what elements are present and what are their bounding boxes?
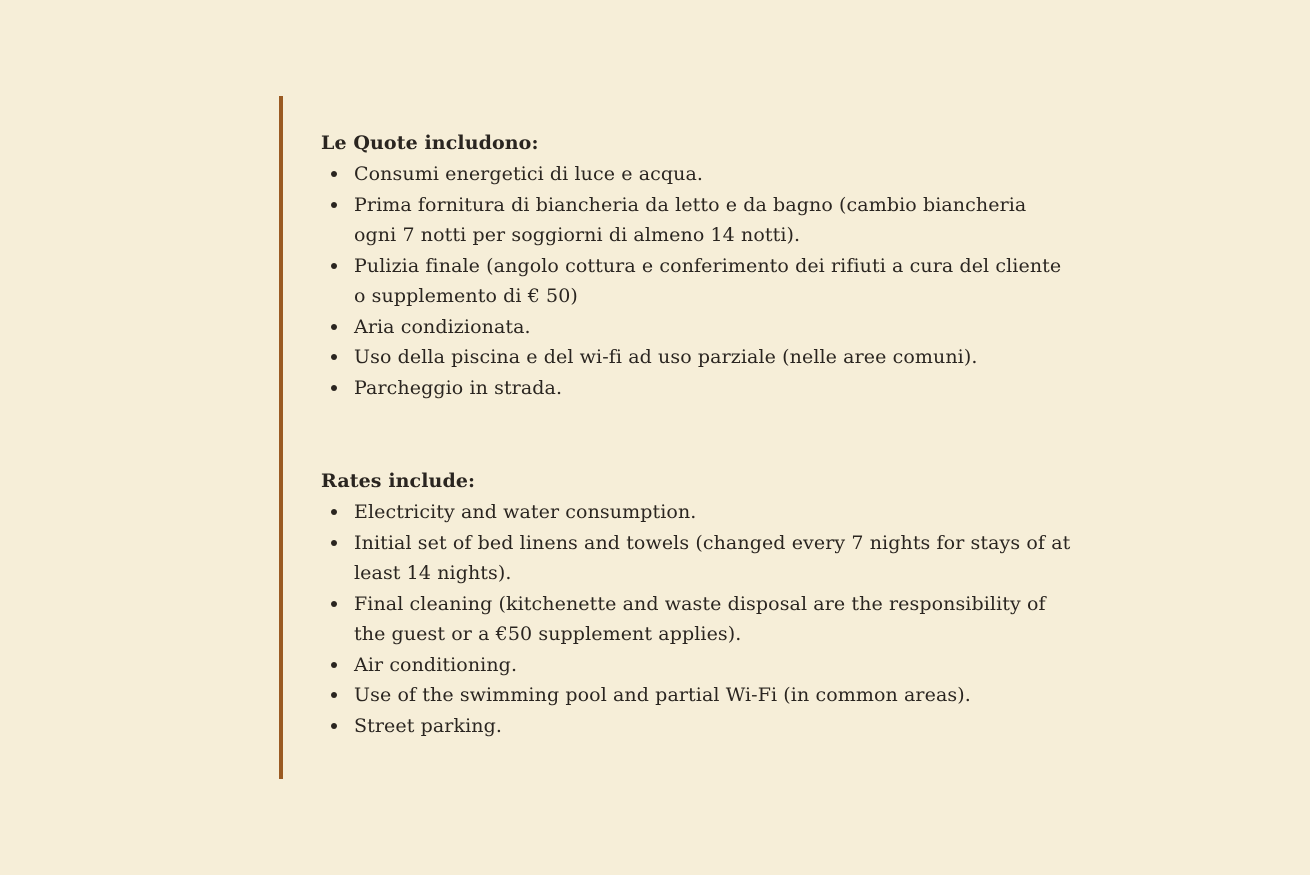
english-list <box>321 497 1101 741</box>
list-item-text: Initial set of bed linens and towels (changed every 7 nights for stays of at least 14 nights). <box>354 531 1071 584</box>
rates-content <box>321 128 1101 741</box>
list-item <box>321 680 1074 711</box>
list-item-text: Final cleaning (kitchenette and waste disposal are the responsibility of the guest or a €50 supplement applies). <box>354 592 1046 645</box>
section-spacer <box>321 403 1101 466</box>
bullet-icon <box>331 540 337 546</box>
list-item-text: Consumi energetici di luce e acqua. <box>354 163 704 185</box>
list-item <box>321 589 1074 650</box>
list-item <box>321 528 1074 589</box>
list-item-text: Street parking. <box>354 714 502 737</box>
list-item-text: Uso della piscina e del wi-fi ad uso parziale (nelle aree comuni). <box>354 346 978 368</box>
bullet-icon <box>331 263 337 269</box>
italian-list <box>321 159 1101 403</box>
bullet-icon <box>331 509 337 515</box>
list-item <box>321 190 1074 251</box>
accent-bar <box>279 96 283 779</box>
list-item-text: Prima fornitura di biancheria da letto e da bagno (cambio biancheria ogni 7 notti per soggiorni di almeno 14 notti). <box>354 193 1027 246</box>
bullet-icon <box>331 324 337 330</box>
bullet-icon <box>331 202 337 208</box>
list-item <box>321 342 1074 373</box>
list-item-text: Pulizia finale (angolo cottura e conferimento dei rifiuti a cura del cliente o supplemento di € 50) <box>354 254 1062 307</box>
list-item <box>321 497 1074 528</box>
list-item <box>321 312 1074 343</box>
list-item-text: Aria condizionata. <box>354 315 531 338</box>
list-item <box>321 373 1074 404</box>
bullet-icon <box>331 171 337 177</box>
english-section <box>321 466 1101 741</box>
bullet-icon <box>331 601 337 607</box>
list-item-text: Electricity and water consumption. <box>354 501 697 523</box>
list-item-text: Use of the swimming pool and partial Wi-Fi (in common areas). <box>354 684 971 706</box>
bullet-icon <box>331 692 337 698</box>
bullet-icon <box>331 385 337 391</box>
bullet-icon <box>331 354 337 360</box>
list-item-text: Parcheggio in strada. <box>354 376 563 399</box>
italian-section-title: Le Quote includono: <box>321 132 539 154</box>
list-item <box>321 159 1074 190</box>
english-section-title: Rates include: <box>321 470 476 492</box>
list-item <box>321 711 1074 742</box>
list-item <box>321 251 1074 312</box>
bullet-icon <box>331 662 337 668</box>
bullet-icon <box>331 723 337 729</box>
italian-section <box>321 128 1101 403</box>
list-item <box>321 650 1074 681</box>
list-item-text: Air conditioning. <box>354 653 518 676</box>
